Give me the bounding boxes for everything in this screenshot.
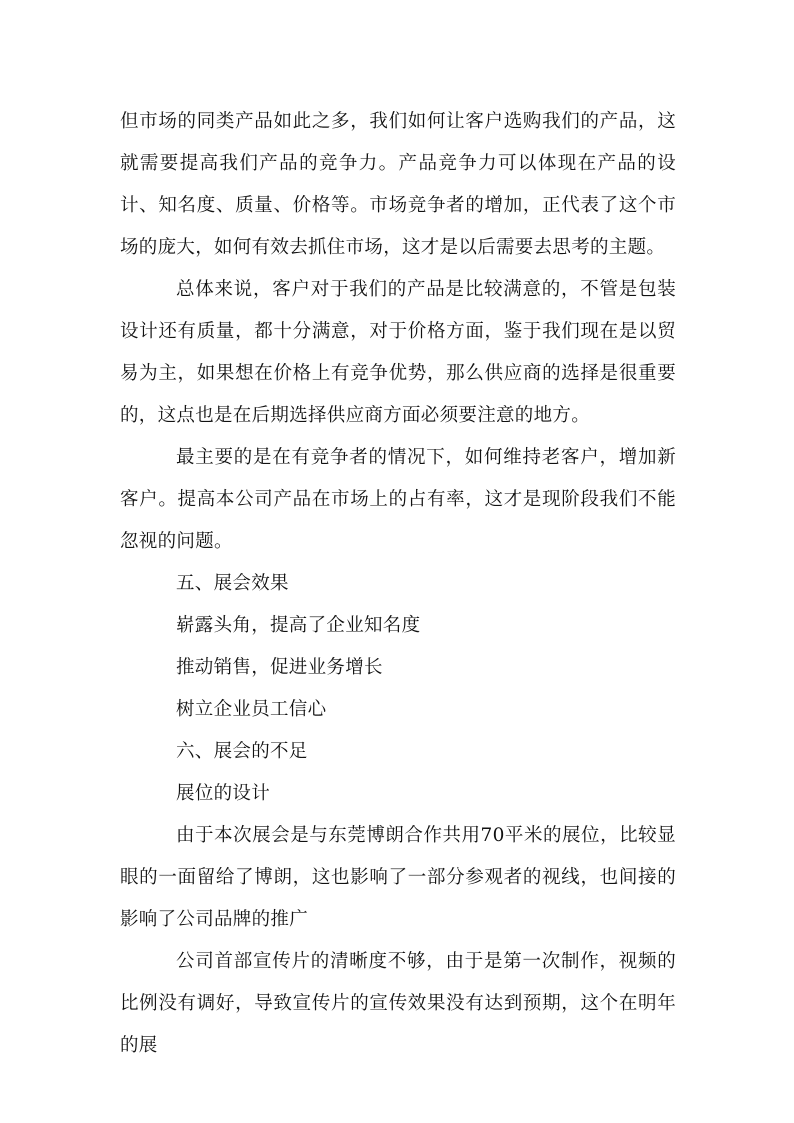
subheading-booth-design: 展位的设计: [176, 783, 271, 804]
section-heading-exhibition-shortcomings: 六、展会的不足: [176, 741, 308, 762]
paragraph-promo-video: 公司首部宣传片的清晰度不够，由于是第一次制作，视频的比例没有调好，导致宣传片的宣传效果没有达到预期，这个在明年的展: [120, 951, 676, 1056]
result-item-brand-awareness: 崭露头角，提高了企业知名度: [176, 615, 421, 636]
paragraph-customer-retention: 最主要的是在有竞争者的情况下，如何维持老客户，增加新客户。提高本公司产品在市场上的占有率，这才是现阶段我们不能忽视的问题。: [120, 447, 676, 552]
paragraph-shared-booth: 由于本次展会是与东莞博朗合作共用70平米的展位，比较显眼的一面留给了博朗，这也影响了一部分参观者的视线，也间接的影响了公司品牌的推广: [120, 825, 676, 930]
paragraph-market-competition: 但市场的同类产品如此之多，我们如何让客户选购我们的产品，这就需要提高我们产品的竞争力。产品竞争力可以体现在产品的设计、知名度、质量、价格等。市场竞争者的增加，正代表了这个市场的庞大，如何有效去抓住市场，这才是以后需要去思考的主题。: [120, 111, 676, 258]
paragraph-customer-satisfaction: 总体来说，客户对于我们的产品是比较满意的，不管是包装设计还有质量，都十分满意，对于价格方面，鉴于我们现在是以贸易为主，如果想在价格上有竞争优势，那么供应商的选择是很重要的，这点也是在后期选择供应商方面必须要注意的地方。: [120, 279, 676, 426]
result-item-staff-confidence: 树立企业员工信心: [176, 699, 327, 720]
result-item-sales-growth: 推动销售，促进业务增长: [176, 657, 383, 678]
document-body: [120, 101, 676, 1067]
section-heading-exhibition-results: 五、展会效果: [176, 573, 289, 594]
